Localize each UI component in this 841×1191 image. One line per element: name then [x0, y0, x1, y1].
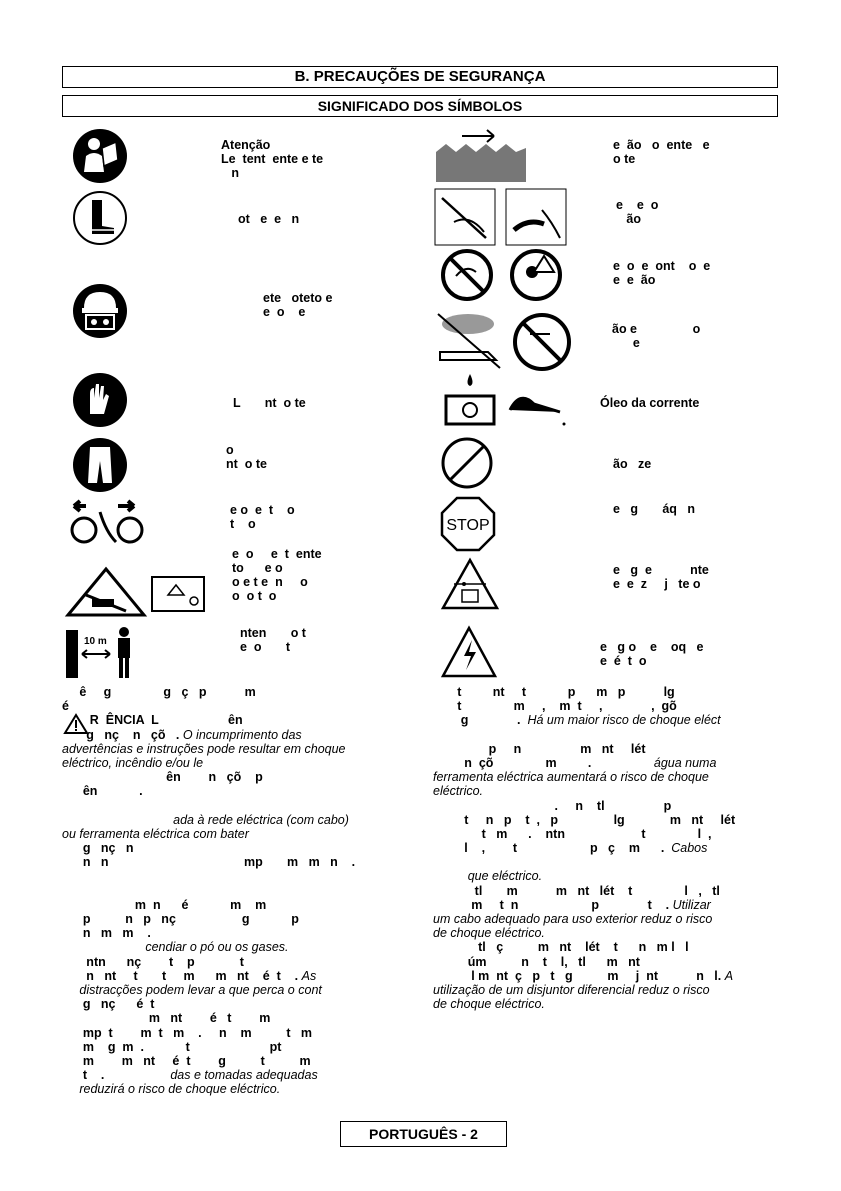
body-line-text: n m m .	[62, 926, 151, 941]
body-line-italic: reduzirá o risco de choque eléctrico.	[62, 1082, 281, 1097]
symbol-label-distance: nten o t e o t	[240, 626, 306, 654]
symbol-label-unplug: e o e t ente to e o o e t e n o o o t o	[232, 547, 322, 603]
body-line	[433, 855, 783, 869]
body-line-italic: eléctrico.	[433, 784, 484, 799]
body-line-text: m g m . t pt	[62, 1039, 282, 1054]
body-line-text: úm n t l, tl m nt	[433, 954, 640, 969]
body-line-text: t m , m t , , gõ	[433, 699, 677, 714]
body-line	[433, 827, 783, 841]
no-rain-icon	[430, 310, 574, 372]
symbol-label-electric: e g o e oq e e é t o	[600, 640, 704, 668]
symbol-label-two-hands: e e o ão	[616, 198, 659, 226]
body-line	[433, 770, 783, 784]
body-line-text: n n mp m m n .	[62, 855, 356, 870]
body-line-text: m t n p t .	[433, 897, 673, 912]
prohibited-icon	[440, 436, 494, 490]
symbol-label-chain-oil: Óleo da corrente	[600, 396, 700, 410]
body-line	[433, 813, 783, 827]
helmet-visor-ear-protection-icon	[72, 282, 128, 340]
body-line	[433, 969, 783, 983]
body-line-text: t n p t , p lg m nt lét	[433, 812, 736, 827]
body-line	[62, 827, 412, 841]
body-line-italic: advertências e instruções pode resultar em choque	[62, 741, 346, 756]
stop-sign-icon	[440, 496, 496, 552]
body-line-italic: que eléctrico.	[433, 869, 543, 884]
body-line	[62, 1040, 412, 1054]
body-line-italic: ou ferramenta eléctrica com bater	[62, 826, 249, 841]
body-line-text: p n p nç g p	[62, 912, 299, 926]
chain-direction-icon	[64, 496, 154, 548]
body-line	[62, 770, 412, 784]
body-line-text: tl ç m nt lét t n m l l	[433, 940, 689, 955]
gloves-icon	[72, 372, 128, 428]
body-line-text: g nç é t	[62, 997, 155, 1012]
read-manual-icon	[72, 128, 128, 184]
body-line-italic: O incumprimento das	[182, 727, 302, 742]
safety-boots-icon	[72, 190, 128, 246]
body-line-text: mp t m t m . n m t m	[62, 1025, 313, 1040]
body-line-text: t m . ntn t l ,	[433, 826, 712, 841]
body-line-text: ê g g ç p m	[62, 685, 256, 699]
body-line-text: R ÊNCIA L ên	[62, 713, 243, 728]
body-line-text: g .	[433, 713, 528, 728]
body-line	[62, 997, 412, 1011]
body-line	[62, 940, 412, 954]
body-line	[433, 784, 783, 798]
body-line-italic: de choque eléctrico.	[433, 926, 545, 941]
body-line	[433, 912, 783, 926]
body-line-italic: cendiar o pó ou os gases.	[62, 940, 289, 955]
body-line-text: g nç n	[62, 841, 134, 856]
body-line	[62, 869, 412, 883]
body-line	[62, 685, 412, 699]
body-line	[433, 841, 783, 855]
body-line	[62, 969, 412, 983]
body-line	[62, 983, 412, 997]
body-line	[62, 855, 412, 869]
body-line-text: ntn nç t p t	[62, 954, 244, 969]
body-line	[62, 1068, 412, 1082]
body-line	[433, 955, 783, 969]
body-line-italic: Cabos	[671, 841, 708, 856]
symbol-label-helmet: ete oteto e e o e	[263, 291, 333, 319]
trousers-icon	[72, 437, 128, 493]
body-line	[433, 940, 783, 954]
body-line-text: t nt t p m p lg	[433, 685, 675, 699]
body-line-italic: As	[301, 968, 317, 983]
symbol-label-no-rain: ão e o e	[612, 322, 701, 350]
body-line	[62, 841, 412, 855]
body-line	[62, 699, 412, 713]
symbol-label-chain-cutting: e ão o ente e o te	[613, 138, 710, 166]
body-line	[62, 1026, 412, 1040]
body-line-text: n çõ m .	[433, 755, 654, 770]
body-line	[433, 926, 783, 940]
body-line	[62, 912, 412, 926]
symbol-label-stop: e g áq n	[613, 502, 695, 516]
body-line-text: ên .	[62, 784, 143, 799]
body-line-italic: utilização de um disjuntor diferencial reduz o risco	[433, 982, 710, 997]
body-line	[62, 742, 412, 756]
body-line	[62, 799, 412, 813]
body-line	[433, 728, 783, 742]
symbol-label-read-manual: Atenção Le tent ente e te n	[221, 138, 324, 180]
symbol-label-chain-direction: e o e t o t o	[230, 503, 295, 531]
body-line-text: ên n çõ p	[62, 770, 263, 785]
page-footer: PORTUGUÊS - 2	[340, 1121, 507, 1147]
body-line-text: l m nt ç p t g m j nt n l.	[433, 968, 725, 983]
body-line-text: é	[62, 699, 69, 714]
body-line-text: p n m nt lét	[433, 741, 646, 756]
cable-warning-icon	[440, 556, 500, 612]
symbol-label-gloves: L nt o te	[233, 396, 306, 410]
stop-label: STOP	[446, 517, 490, 534]
body-line	[433, 884, 783, 898]
body-line-text: m m nt é t g t m	[62, 1053, 311, 1068]
two-hands-icon	[434, 188, 568, 246]
chain-cutting-direction-icon	[432, 126, 532, 186]
body-line	[62, 756, 412, 770]
body-line-italic: Há um maior risco de choque eléct	[527, 713, 721, 728]
body-line-italic: Utilizar	[672, 897, 711, 912]
body-line	[62, 784, 412, 798]
body-line-text: n nt t t m m nt é t .	[62, 968, 302, 983]
chain-oil-icon	[438, 372, 568, 428]
body-line	[62, 728, 412, 742]
body-line	[62, 1082, 412, 1096]
distance-label: 10 m	[84, 636, 107, 647]
body-line-text: g nç n çõ .	[62, 727, 183, 742]
body-line-text: m nt é t m	[62, 1011, 271, 1026]
body-text-left	[62, 685, 412, 1096]
body-line-italic: A	[724, 968, 734, 983]
body-line-italic: eléctrico, incêndio e/ou le	[62, 755, 204, 770]
body-line-italic: ferramenta eléctrica aumentará o risco de choque	[433, 770, 709, 785]
body-line	[433, 799, 783, 813]
symbol-label-prohibited: ão ze	[613, 457, 652, 471]
symbol-label-cable: e g e nte e e z j te o	[613, 563, 709, 591]
body-line	[62, 884, 412, 898]
body-line	[433, 898, 783, 912]
distance-10m-icon	[64, 624, 144, 680]
symbol-label-kickback: e o e ont o e e e ão	[613, 259, 711, 287]
body-line-italic: água numa	[653, 755, 717, 770]
body-line	[433, 713, 783, 727]
body-line-text: tl m m nt lét t l , tl	[433, 883, 720, 898]
body-line	[433, 699, 783, 713]
body-line	[433, 997, 783, 1011]
body-line	[433, 756, 783, 770]
body-line-italic: um cabo adequado para uso exterior reduz o risco	[433, 912, 713, 926]
body-line	[433, 742, 783, 756]
body-line	[433, 685, 783, 699]
body-line-text: m n é m m	[62, 897, 267, 912]
body-line	[62, 1011, 412, 1025]
body-line-text: l , t p ç m .	[433, 841, 672, 856]
body-line	[433, 869, 783, 883]
body-line	[62, 1054, 412, 1068]
body-line	[62, 813, 412, 827]
body-line	[62, 926, 412, 940]
body-line-italic: ada à rede eléctrica (com cabo)	[62, 812, 349, 827]
body-line-italic: de choque eléctrico.	[433, 997, 545, 1012]
electric-shock-icon	[440, 624, 498, 680]
body-text-right	[433, 685, 783, 1011]
symbol-label-trousers: o nt o te	[226, 443, 267, 471]
symbol-label-safety-boots: ot e e n	[238, 212, 300, 226]
body-line	[62, 955, 412, 969]
body-line	[62, 898, 412, 912]
unplug-warning-icon	[64, 565, 210, 617]
kickback-warning-icon	[440, 248, 568, 302]
body-line	[62, 713, 412, 727]
body-line	[433, 983, 783, 997]
body-line-text: t .	[62, 1068, 171, 1083]
body-line-italic: distracções podem levar a que perca o cont	[62, 982, 322, 997]
body-line-text: . n tl p	[433, 798, 672, 813]
body-line-italic: das e tomadas adequadas	[170, 1068, 318, 1083]
section-subtitle: SIGNIFICADO DOS SÍMBOLOS	[62, 95, 778, 117]
section-title: B. PRECAUÇÕES DE SEGURANÇA	[62, 66, 778, 88]
